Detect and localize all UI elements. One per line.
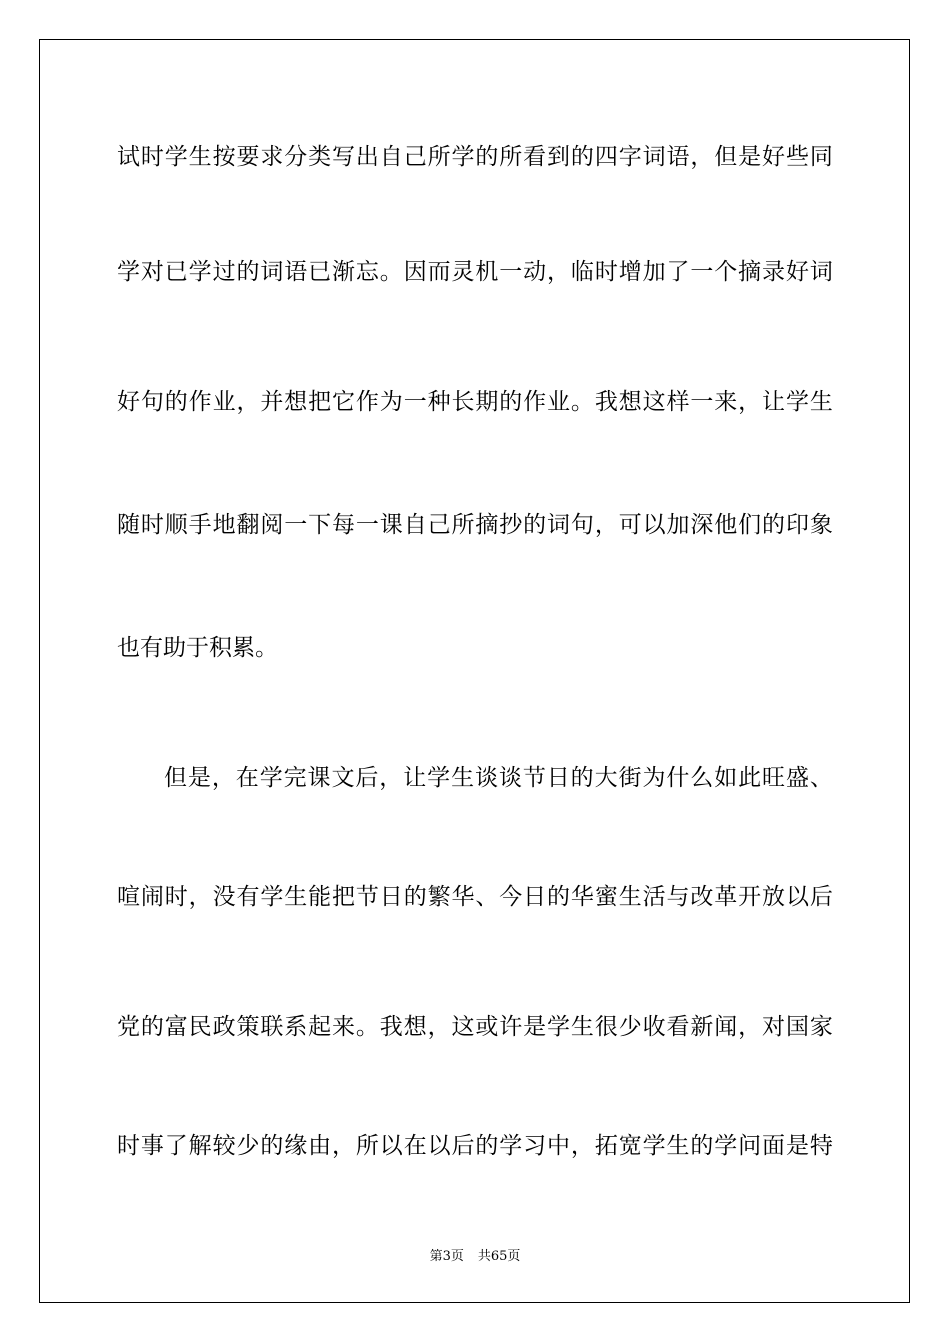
- text-line-1: 试 时 学 生 按 要 求 分 类 写 出 自 己 所 学 的 所 看 到 的 四 字 词 语 ， 但 是 好 些 同: [117, 144, 833, 170]
- page-total: 共65页: [477, 1249, 521, 1264]
- text-line-4: 随 时 顺 手 地 翻 阅 一 下 每 一 课 自 己 所 摘 抄 的 词 句 ， 可 以 加 深 他 们 的 印 象: [117, 512, 833, 538]
- text-line-3: 好 句 的 作 业 ， 并 想 把 它 作 为 一 种 长 期 的 作 业 。 我 想 这 样 一 来 ， 让 学 生: [117, 389, 833, 415]
- text-line-9: 时 事 了 解 较 少 的 缘 由 ， 所 以 在 以 后 的 学 习 中 ， 拓 宽 学 生 的 学 问 面 是 特: [117, 1133, 833, 1159]
- text-line-5: 也 有 助 于 积 累 。: [117, 635, 278, 661]
- page-number: 第3页: [429, 1249, 464, 1264]
- text-line-2: 学 对 已 学 过 的 词 语 已 渐 忘 。 因 而 灵 机 一 动 ， 临 时 增 加 了 一 个 摘 录 好 词: [117, 259, 833, 285]
- page-footer: [0, 1248, 950, 1266]
- text-line-8: 党 的 富 民 政 策 联 系 起 来 。 我 想 ， 这 或 许 是 学 生 很 少 收 看 新 闻 ， 对 国 家: [117, 1014, 833, 1040]
- page-border: [39, 39, 910, 1303]
- text-line-7: 喧 闹 时 ， 没 有 学 生 能 把 节 日 的 繁 华 、 今 日 的 华 蜜 生 活 与 改 革 开 放 以 后: [117, 884, 833, 910]
- text-line-6: 但 是 ， 在 学 完 课 文 后 ， 让 学 生 谈 谈 节 日 的 大 街 为 什 么 如 此 旺 盛 、: [164, 765, 833, 791]
